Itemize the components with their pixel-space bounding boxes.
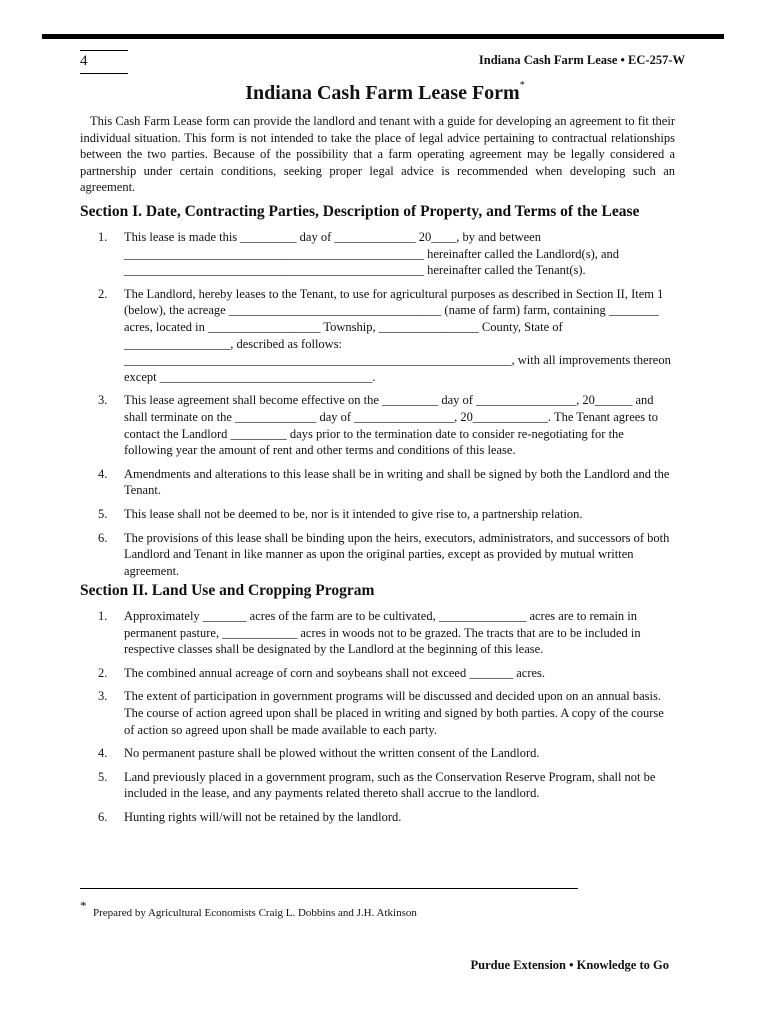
section-1-item xyxy=(80,506,675,523)
item-text: Land previously placed in a government program, such as the Conservation Reserve Program, shall not be included in the lease, and any payments related thereto shall accrue to the landlord. xyxy=(124,769,656,801)
section-1-item xyxy=(80,392,675,458)
item-number: 2. xyxy=(98,286,108,301)
section-2-item xyxy=(80,688,675,738)
item-number: 6. xyxy=(98,809,108,824)
section-1-item xyxy=(80,286,675,386)
item-number: 6. xyxy=(98,530,108,545)
item-text: Approximately _______ acres of the farm are to be cultivated, ______________ acres are to remain in permanent pasture, ____________ acres in woods not to be grazed. The tracts that are to be included in respective classes shall be designated by the Landlord at the beginning of this lease. xyxy=(124,609,641,657)
item-number: 2. xyxy=(98,665,108,680)
item-number: 3. xyxy=(98,393,108,408)
item-text: Amendments and alterations to this lease shall be in writing and shall be signed by both the Landlord and the Tenant. xyxy=(124,466,670,498)
section-1-item xyxy=(80,229,675,279)
item-number: 4. xyxy=(98,746,108,761)
item-text: This lease is made this _________ day of _____________ 20____, by and between ________________________________________________ hereinafter called the Landlord(s), and ________________________________________________ hereinafter called the Tenant(s). xyxy=(124,230,620,278)
page-number-box xyxy=(80,50,128,74)
page-number: 4 xyxy=(80,53,88,69)
section-1-heading: Section I. Date, Contracting Parties, Description of Property, and Terms of the Lease xyxy=(80,203,640,220)
top-rule xyxy=(42,34,724,39)
item-text: The extent of participation in government programs will be discussed and decided upon on an annual basis. The course of action agreed upon shall be placed in writing and signed by both parties. A copy of the course of action so agreed upon shall be made available to each party. xyxy=(124,689,664,737)
page-title xyxy=(0,82,770,105)
section-2-item xyxy=(80,809,675,826)
footnote-rule xyxy=(80,888,578,889)
item-number: 5. xyxy=(98,506,108,521)
item-text: No permanent pasture shall be plowed without the written consent of the Landlord. xyxy=(124,746,540,761)
footnote-text: Prepared by Agricultural Economists Craig L. Dobbins and J.H. Atkinson xyxy=(93,907,417,919)
section-2-heading: Section II. Land Use and Cropping Program xyxy=(80,582,375,599)
item-number: 3. xyxy=(98,689,108,704)
section-1-item xyxy=(80,530,675,580)
item-text: This lease shall not be deemed to be, nor is it intended to give rise to, a partnership relation. xyxy=(124,506,583,521)
section-2-item xyxy=(80,769,675,802)
item-number: 4. xyxy=(98,466,108,481)
section-1-item xyxy=(80,466,675,499)
item-number: 5. xyxy=(98,769,108,784)
item-number: 1. xyxy=(98,230,108,244)
item-text: Hunting rights will/will not be retained by the landlord. xyxy=(124,809,402,824)
section-1-list xyxy=(80,229,675,586)
item-text: The provisions of this lease shall be binding upon the heirs, executors, administrators, and successors of both Landlord and Tenant in like manner as upon the original parties, except as provided by mutual written agreement. xyxy=(124,530,670,578)
title-footnote-mark: * xyxy=(519,80,525,91)
item-text: This lease agreement shall become effective on the _________ day of ________________, 20______ and shall terminate on the _____________ day of ________________, 20____________. The Tenant agrees to contact the Landlord _________ days prior to the termination date to consider re-negotiating for the following year the amount of rent and other terms and conditions of this lease. xyxy=(124,393,658,458)
item-text: The Landlord, hereby leases to the Tenant, to use for agricultural purposes as described in Section II, Item 1 (below), the acreage __________________________________ (name of farm) farm, containing ________ acres, located in __________________ Township, ________________ County, State of _________________, described as follows: ______________________________________________________________, with all improvements thereon except __________________________________. xyxy=(124,286,671,384)
item-text: The combined annual acreage of corn and soybeans shall not exceed _______ acres. xyxy=(124,665,546,680)
section-2-item xyxy=(80,665,675,682)
item-number: 1. xyxy=(98,609,108,623)
page-title-text: Indiana Cash Farm Lease Form xyxy=(245,82,520,104)
footnote-mark: * xyxy=(80,898,87,913)
section-2-item xyxy=(80,608,675,658)
section-2-list xyxy=(80,608,675,833)
section-2-item xyxy=(80,745,675,762)
running-head: Indiana Cash Farm Lease • EC-257-W xyxy=(478,53,685,67)
footer-tagline: Purdue Extension • Knowledge to Go xyxy=(470,958,669,972)
intro-paragraph: This Cash Farm Lease form can provide the landlord and tenant with a guide for developing an agreement to fit their individual situation. This form is not intended to take the place of legal advice pertaining to contractual relationships between the two parties. Because of the possibility that a farm operating agreement may be legally considered a partnership under certain conditions, seeking proper legal advice is recommended when developing such an agreement. xyxy=(80,114,675,195)
